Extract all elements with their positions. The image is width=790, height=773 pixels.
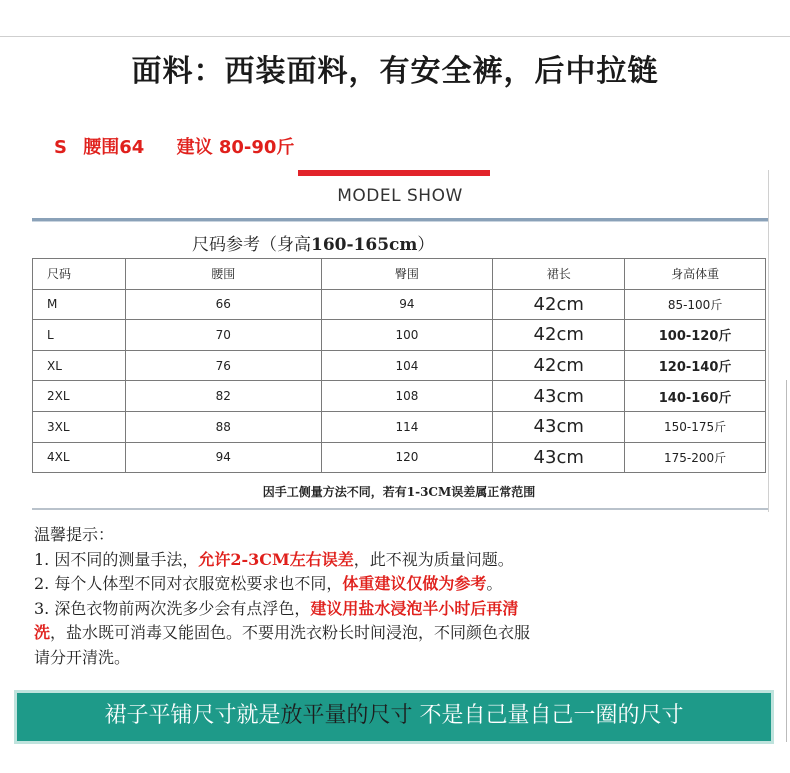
cell-size: M [33, 289, 126, 320]
table-row [33, 381, 766, 412]
cell-length: 42cm [493, 289, 625, 320]
banner-part2: 放平量的尺寸 [280, 703, 413, 728]
cell-size: 4XL [33, 442, 126, 473]
size-label: S [54, 137, 67, 158]
table-title-suffix: ） [417, 235, 435, 255]
cell-waist: 88 [125, 411, 321, 442]
cell-size: 2XL [33, 381, 126, 412]
banner-part1: 裙子平铺尺寸就是 [104, 703, 281, 728]
tips-title: 温馨提示： [34, 525, 115, 544]
table-title-range: 160-165cm [311, 235, 418, 255]
cell-length: 42cm [493, 320, 625, 351]
tip-2 [34, 572, 734, 597]
cell-hip: 114 [321, 411, 493, 442]
cell-hip: 104 [321, 350, 493, 381]
table-bottom-divider [32, 508, 768, 510]
table-title-prefix: 尺码参考（身高 [192, 235, 311, 255]
tip-3-line3: 请分开清洗。 [34, 647, 131, 667]
tip-1-highlight: 允许2-3CM左右误差 [198, 549, 354, 569]
table-title [192, 230, 434, 255]
header-height-weight: 身高体重 [625, 259, 766, 290]
cell-waist: 94 [125, 442, 321, 473]
table-header-row [33, 259, 766, 290]
banner-part3: 不是自己量自己一圈的尺寸 [419, 703, 684, 728]
table-footnote: 因手工侧量方法不同，若有1-3CM误差属正常范围 [262, 485, 536, 499]
cell-hip: 108 [321, 381, 493, 412]
cell-waist: 82 [125, 381, 321, 412]
cell-waist: 70 [125, 320, 321, 351]
cell-size: XL [33, 350, 126, 381]
tip-1-text-end: ，此不视为质量问题。 [353, 549, 514, 569]
right-edge-line [786, 380, 787, 742]
tip-3 [34, 597, 734, 622]
cell-hip: 100 [321, 320, 493, 351]
header-hip: 臀围 [321, 259, 493, 290]
cell-hip: 94 [321, 289, 493, 320]
cell-height-weight: 175-200斤 [625, 442, 766, 473]
tip-3-highlight: 建议用盐水浸泡半小时后再清 [310, 598, 519, 618]
header-size: 尺码 [33, 259, 126, 290]
cell-size: 3XL [33, 411, 126, 442]
fabric-headline: 面料：西装面料，有安全裤，后中拉链 [131, 54, 659, 89]
cell-length: 43cm [493, 381, 625, 412]
table-row [33, 320, 766, 351]
tip-1-text: 1. 因不同的测量手法， [34, 549, 199, 569]
tip-2-text-end: 。 [486, 574, 503, 593]
top-divider [0, 36, 790, 37]
cell-height-weight: 85-100斤 [625, 289, 766, 320]
measurement-banner [14, 690, 774, 744]
cell-length: 43cm [493, 411, 625, 442]
header-length: 裙长 [493, 259, 625, 290]
cell-waist: 66 [125, 289, 321, 320]
size-recommendation [54, 133, 304, 159]
cell-height-weight: 120-140斤 [625, 350, 766, 381]
care-tips [34, 523, 734, 670]
waist-label: 腰围64 [83, 137, 145, 158]
tip-2-text: 2. 每个人体型不同对衣服宽松要求也不同， [34, 574, 343, 593]
cell-waist: 76 [125, 350, 321, 381]
weight-advice: 建议 80-90斤 [176, 137, 295, 158]
cell-height-weight: 150-175斤 [625, 411, 766, 442]
heading-divider [32, 218, 768, 222]
table-row [33, 442, 766, 473]
table-row [33, 411, 766, 442]
cell-length: 43cm [493, 442, 625, 473]
model-show-heading: MODEL SHOW [337, 186, 463, 206]
header-waist: 腰围 [125, 259, 321, 290]
tip-1 [34, 548, 734, 573]
tip-2-highlight: 体重建议仅做为参考 [342, 574, 487, 593]
cell-size: L [33, 320, 126, 351]
tip-3-text: 3. 深色衣物前两次洗多少会有点浮色， [34, 598, 311, 618]
cell-height-weight: 140-160斤 [625, 381, 766, 412]
tip-3-text-mid: ，盐水既可消毒又能固色。不要用洗衣粉长时间浸泡，不同颜色衣服 [50, 623, 531, 642]
size-table [32, 258, 766, 473]
red-accent-bar [298, 170, 490, 176]
tip-3-highlight-end: 洗 [34, 623, 51, 642]
cell-height-weight: 100-120斤 [625, 320, 766, 351]
cell-hip: 120 [321, 442, 493, 473]
table-row [33, 289, 766, 320]
tip-3-line2 [34, 621, 734, 646]
table-row [33, 350, 766, 381]
cell-length: 42cm [493, 350, 625, 381]
